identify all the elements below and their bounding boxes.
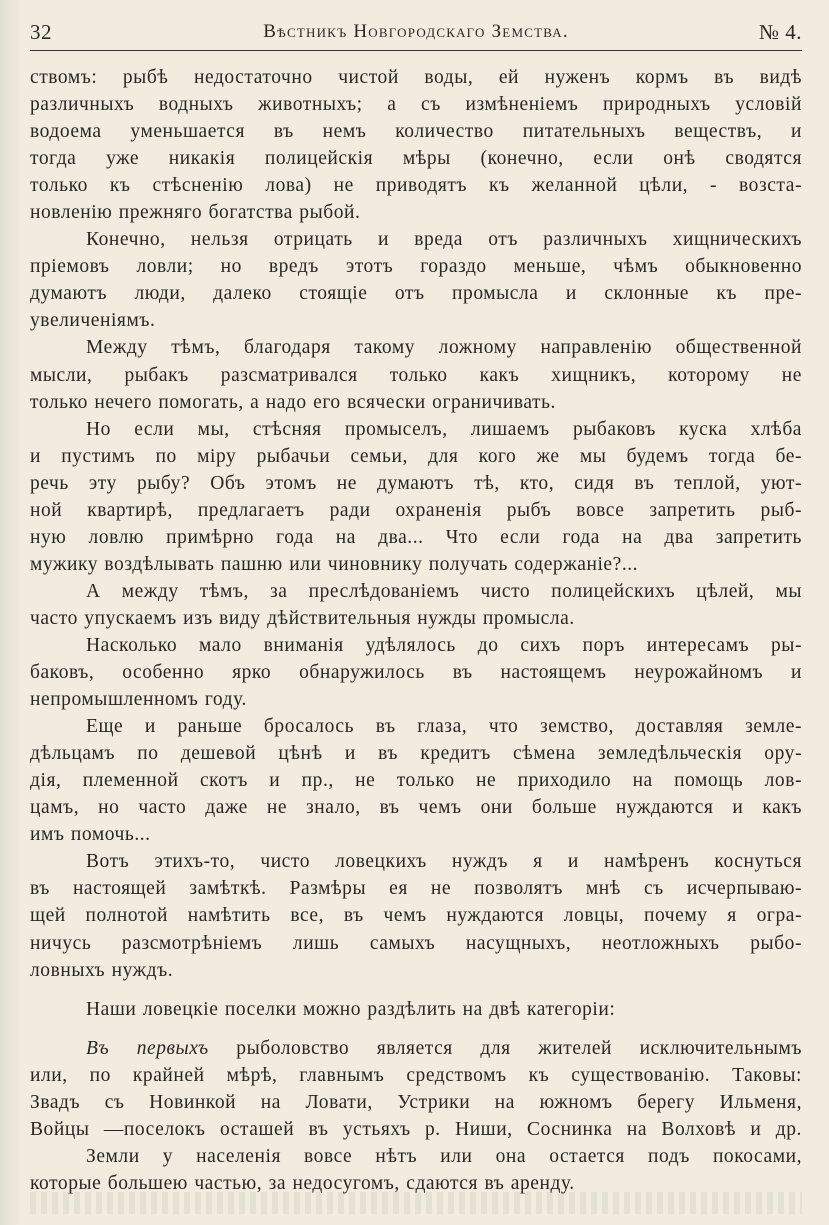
text-line: новленію прежняго богатства рыбой. bbox=[30, 202, 361, 224]
text-line: пріемовъ ловли; но вредъ этотъ гораздо меньше, чѣмъ обыкновенно bbox=[30, 256, 802, 278]
text-line: думаютъ люди, далеко стоящіе отъ промысла и склонные къ пре- bbox=[30, 283, 802, 305]
text-line: речь эту рыбу? Объ этомъ не думаютъ тѣ, кто, сидя въ теплой, уют- bbox=[30, 472, 802, 494]
text-line: дѣльцамъ по дешевой цѣнѣ и въ кредитъ сѣмена земледѣльческія ору- bbox=[30, 743, 802, 765]
article-body bbox=[30, 64, 802, 1197]
text-line: водоема уменьшается въ немъ количество питательныхъ веществъ, и bbox=[30, 121, 802, 143]
text-line: имъ помочь... bbox=[30, 824, 151, 846]
text-line: ничусь разсмотрѣніемъ лишь самыхъ насущныхъ, неотложныхъ рыбо- bbox=[30, 932, 802, 954]
text-line: Конечно, нельзя отрицать и вреда отъ различныхъ хищническихъ bbox=[86, 229, 802, 251]
text-line: только къ стѣсненію лова) не приводятъ къ желанной цѣли, - возста- bbox=[30, 175, 802, 197]
text-line: которые большею частью, за недосугомъ, сдаются въ аренду. bbox=[30, 1172, 575, 1194]
header-rule bbox=[30, 50, 802, 51]
text-line: мужику воздѣлывать пашню или чиновнику получать содержаніе?... bbox=[30, 553, 639, 575]
text-line: Но если мы, стѣсняя промыселъ, лишаемъ рыбаковъ куска хлѣба bbox=[86, 418, 802, 440]
text-line: Еще и раньше бросалось въ глаза, что земство, доставляя земле- bbox=[86, 716, 802, 738]
text-line: А между тѣмъ, за преслѣдованіемъ чисто полицейскихъ цѣлей, мы bbox=[86, 580, 802, 602]
running-header bbox=[30, 20, 802, 50]
italic-lead: Въ первыхъ bbox=[86, 1037, 209, 1059]
text-line: или, по крайней мѣрѣ, главнымъ средствомъ къ существованію. Таковы: bbox=[30, 1064, 802, 1086]
text-line: баковъ, особенно ярко обнаружилось въ настоящемъ неурожайномъ и bbox=[30, 662, 802, 684]
text-line: въ настоящей замѣткѣ. Размѣры ея не позволятъ мнѣ съ исчерпываю- bbox=[30, 878, 802, 900]
text-line: Наши ловецкіе поселки можно раздѣлить на двѣ категоріи: bbox=[86, 998, 616, 1020]
text-line bbox=[30, 1035, 802, 1062]
text-line: ную ловлю примѣрно года на два... Что если года на два запретить bbox=[30, 526, 802, 548]
text-line: Земли у населенія вовсе нѣтъ или она остается подъ покосами, bbox=[86, 1145, 802, 1167]
text-line: Между тѣмъ, благодаря такому ложному направленію общественной bbox=[86, 337, 802, 359]
text-line: дія, племенной скотъ и пр., не только не приходило на помощь лов- bbox=[30, 770, 802, 792]
text-line: Войцы —поселокъ осташей въ устьяхъ р. Ниши, Соснинка на Волховѣ и др. bbox=[30, 1118, 802, 1140]
bleed-through-text bbox=[30, 1192, 802, 1214]
text-line: непромышленномъ году. bbox=[30, 689, 247, 711]
text-line: ловныхъ нуждъ. bbox=[30, 959, 174, 981]
text-line: различныхъ водныхъ животныхъ; а съ измѣненіемъ природныхъ условій bbox=[30, 94, 802, 116]
text-line: ствомъ: рыбѣ недостаточно чистой воды, ей нуженъ кормъ въ видѣ bbox=[30, 67, 802, 88]
text-line: и пустимъ по міру рыбачьи семьи, для кого же мы будемъ тогда бе- bbox=[30, 445, 802, 467]
text-line: щей полнотой намѣтить все, въ чемъ нуждаются ловцы, почему я огра- bbox=[30, 905, 802, 927]
text-line: ной квартирѣ, предлагаетъ ради охраненія рыбъ вовсе запретить рыб- bbox=[30, 499, 802, 521]
text-line: часто упускаемъ изъ виду дѣйствительныя нужды промысла. bbox=[30, 607, 575, 629]
text-line: увеличеніямъ. bbox=[30, 310, 156, 332]
issue-number: № 4. bbox=[758, 20, 802, 44]
text-line: Насколько мало вниманія удѣлялось до сихъ поръ интересамъ ры- bbox=[86, 634, 802, 656]
text-line-rest: рыболовство является для жителей исключительнымъ bbox=[236, 1037, 802, 1059]
text-line: Вотъ этихъ-то, чисто ловецкихъ нуждъ я и намѣренъ коснуться bbox=[86, 851, 802, 873]
text-line: тогда уже никакія полицейскія мѣры (конечно, если онѣ сводятся bbox=[30, 148, 802, 170]
text-line: только нечего помогать, а надо его всячески ограничивать. bbox=[30, 391, 556, 413]
text-line: Звадъ съ Новинкой на Ловати, Устрики на южномъ берегу Ильменя, bbox=[30, 1091, 802, 1113]
text-line: цамъ, но часто даже не знало, въ чемъ они больше нуждаются и какъ bbox=[30, 797, 802, 819]
page-number: 32 bbox=[30, 20, 52, 44]
journal-title: Вѣстникъ Новгородскаго Земства. bbox=[263, 21, 569, 42]
text-line: мысли, рыбакъ разсматривался только какъ хищникъ, которому не bbox=[30, 364, 802, 386]
